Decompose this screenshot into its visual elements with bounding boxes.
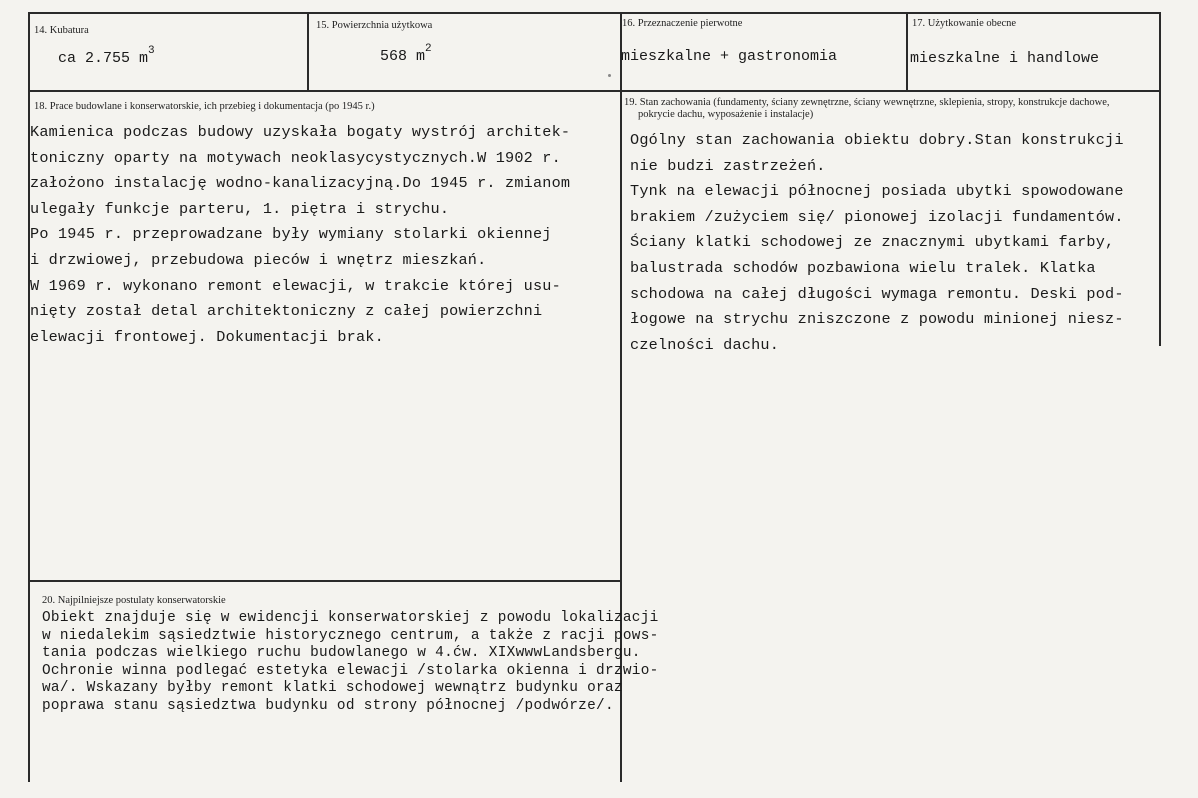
ink-dot: [608, 74, 611, 77]
field-18-label: 18. Prace budowlane i konserwatorskie, ich przebieg i dokumentacja (po 1945 r.): [34, 101, 375, 112]
field-18-text: Kamienica podczas budowy uzyskała bogaty wystrój architek- toniczny oparty na motywach neoklasycystycznych.W 1902 r. założono instalację wodno-kanalizacyjną.Do 1945 r. zmianom ulegały funkcje parteru, 1. piętra i strychu. Po 1945 r. przeprowadzane były wymiany stolarki okiennej i drzwiowej, przebudowa pieców i wnętrz mieszkań. W 1969 r. wykonano remont elewacji, w trakcie której usu- nięty został detal architektoniczny z całej powierzchni elewacji frontowej. Dokumentacji brak.: [30, 123, 571, 346]
area-unit-exponent: 2: [425, 43, 432, 55]
field-20-label: 20. Najpilniejsze postulaty konserwatorskie: [42, 595, 226, 606]
section-18-bottom-line: [28, 580, 620, 582]
field-19-label-continued: pokrycie dachu, wyposażenie i instalacje): [638, 109, 814, 120]
field-16-label: 16. Przeznaczenie pierwotne: [622, 18, 743, 29]
field-14-value: [58, 45, 155, 67]
field-14-label: 14. Kubatura: [34, 25, 89, 36]
field-20-text: Obiekt znajduje się w ewidencji konserwatorskiej z powodu lokalizacji w niedalekim sąsiedztwie historycznego centrum, a także z racji pows- tania podczas wielkiego ruchu budowlanego w 4.ćw. XIXwwwLandsbergu. Ochronie winna podlegać estetyka elewacji /stolarka okienna i drzwio- wa/. Wskazany byłby remont klatki schodowej wewnątrz budynku oraz poprawa stanu sąsiedztwa budynku od strony północnej /podwórze/.: [42, 610, 659, 714]
field-15-value: [380, 43, 432, 65]
field-17-label: 17. Użytkowanie obecne: [912, 18, 1017, 29]
kubatura-unit-exponent: 3: [148, 45, 155, 57]
divider-14-15: [307, 12, 309, 90]
area-value: 568 m: [380, 48, 426, 65]
field-19-label: 19. Stan zachowania (fundamenty, ściany zewnętrzne, ściany wewnętrzne, sklepienia, stropy, konstrukcje dachowe,: [624, 97, 1110, 108]
field-17-value: mieszkalne i handlowe: [910, 50, 1100, 67]
kubatura-value: ca 2.755 m: [58, 50, 149, 67]
top-border: [28, 12, 1160, 14]
field-16-value: mieszkalne + gastronomia: [621, 48, 838, 65]
field-19-text: Ogólny stan zachowania obiektu dobry.Stan konstrukcji nie budzi zastrzeżeń. Tynk na elewacji północnej posiada ubytki spowodowane brakiem /zużyciem się/ pionowej izolacji fundamentów. Ściany klatki schodowej ze znacznymi ubytkami farby, balustrada schodów pozbawiona wielu tralek. Klatka schodowa na całej długości wymaga remontu. Deski pod- łogowe na strychu zniszczone z powodu minionej niesz- czelności dachu.: [630, 131, 1124, 354]
divider-16-17: [906, 12, 908, 90]
header-row-bottom-line: [28, 90, 1160, 92]
right-border: [1159, 12, 1161, 346]
field-15-label: 15. Powierzchnia użytkowa: [316, 20, 433, 31]
